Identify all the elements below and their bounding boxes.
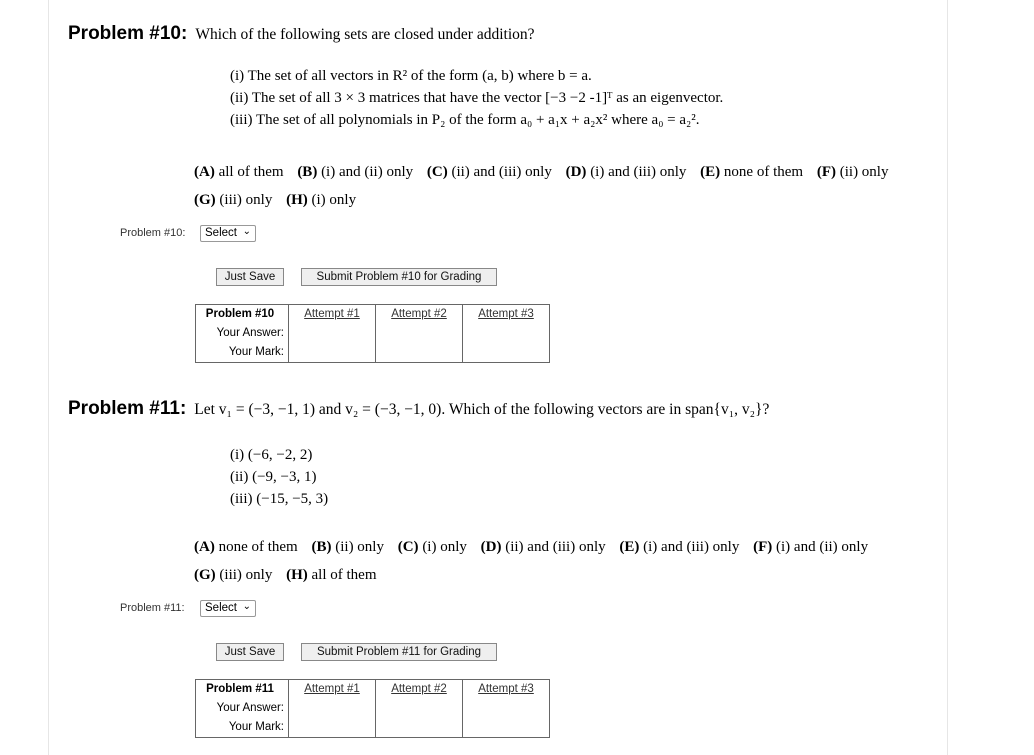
problem-10-attempts-table (195, 304, 550, 363)
attempt-3-link[interactable]: Attempt #3 (478, 308, 534, 320)
problem-10-answer-label: Problem #10: (120, 227, 186, 239)
choice-C: (C) (i) only (397, 539, 467, 555)
attempt-2-link[interactable]: Attempt #2 (391, 308, 447, 320)
table-header: Problem #11 (206, 683, 274, 695)
problem-11-choices-line-2 (194, 561, 878, 589)
attempt-1-link[interactable]: Attempt #1 (304, 308, 360, 320)
chevron-down-icon: ⌄ (242, 226, 251, 237)
problem-11-items (230, 444, 328, 510)
choice-E: (E) none of them (700, 164, 804, 180)
table-header: Problem #10 (205, 308, 275, 320)
your-mark-label: Your Mark: (228, 346, 284, 358)
your-answer-label: Your Answer: (216, 702, 284, 714)
problem-10-choices-line-2 (194, 186, 898, 214)
select-value: Select (205, 602, 237, 614)
problem-11-choices (194, 533, 878, 589)
chevron-down-icon: ⌄ (242, 601, 251, 612)
choice-F: (F) (ii) only (816, 164, 889, 180)
problem-11-heading (68, 398, 769, 420)
choice-A: (A) all of them (194, 164, 284, 180)
submit-problem-11-button[interactable]: Submit Problem #11 for Grading (301, 643, 497, 661)
attempt-2-link[interactable]: Attempt #2 (391, 683, 447, 695)
choice-D: (D) (ii) and (iii) only (480, 539, 606, 555)
problem-11-attempts-table (195, 679, 550, 738)
choice-E: (E) (i) and (iii) only (619, 539, 740, 555)
choice-H: (H) all of them (286, 567, 377, 583)
choice-G: (G) (iii) only (194, 192, 273, 208)
choice-A: (A) none of them (194, 539, 298, 555)
problem-10-choices (194, 158, 898, 214)
choice-D: (D) (i) and (iii) only (565, 164, 687, 180)
problem-11-answer-select[interactable] (200, 600, 256, 617)
attempt-3-link[interactable]: Attempt #3 (478, 683, 534, 695)
problem-11-question: Let v₁ = (−3, −1, 1) and v₂ = (−3, −1, 0). Which of the following vectors are in span{v₁, v₂}? (194, 401, 770, 418)
just-save-button[interactable]: Just Save (216, 268, 284, 286)
select-value: Select (205, 227, 237, 239)
just-save-button[interactable]: Just Save (216, 643, 284, 661)
problem-11-item-i: (i) (−6, −2, 2) (230, 447, 313, 463)
problem-11-item-ii: (ii) (−9, −3, 1) (230, 469, 317, 485)
problem-11-answer-label: Problem #11: (120, 602, 185, 614)
problem-10-choices-line-1 (194, 158, 898, 186)
choice-F: (F) (i) and (ii) only (753, 539, 869, 555)
your-mark-label: Your Mark: (228, 721, 284, 733)
your-answer-label: Your Answer: (216, 327, 284, 339)
problem-10-items (230, 65, 723, 131)
problem-10-answer-select[interactable] (200, 225, 256, 242)
submit-problem-10-button[interactable]: Submit Problem #10 for Grading (301, 268, 497, 286)
choice-G: (G) (iii) only (194, 567, 273, 583)
problem-10-number: Problem #10: (68, 23, 188, 44)
problem-10-item-i: (i) The set of all vectors in R² of the form (a, b) where b = a. (230, 68, 592, 84)
problem-11-number: Problem #11: (68, 398, 187, 419)
choice-H: (H) (i) only (286, 192, 357, 208)
choice-B: (B) (i) and (ii) only (297, 164, 414, 180)
choice-C: (C) (ii) and (iii) only (426, 164, 552, 180)
choice-B: (B) (ii) only (311, 539, 384, 555)
problem-10-question: Which of the following sets are closed under addition? (195, 26, 535, 43)
problem-11-choices-line-1 (194, 533, 878, 561)
problem-10-item-iii: (iii) The set of all polynomials in P₂ of the form a₀ + a₁x + a₂x² where a₀ = a₂². (230, 112, 700, 128)
attempt-1-link[interactable]: Attempt #1 (304, 683, 360, 695)
problem-11-item-iii: (iii) (−15, −5, 3) (230, 491, 329, 507)
problem-10-item-ii: (ii) The set of all 3 × 3 matrices that have the vector [−3 −2 -1]ᵀ as an eigenvector. (230, 90, 724, 106)
problem-10-heading (68, 23, 535, 45)
